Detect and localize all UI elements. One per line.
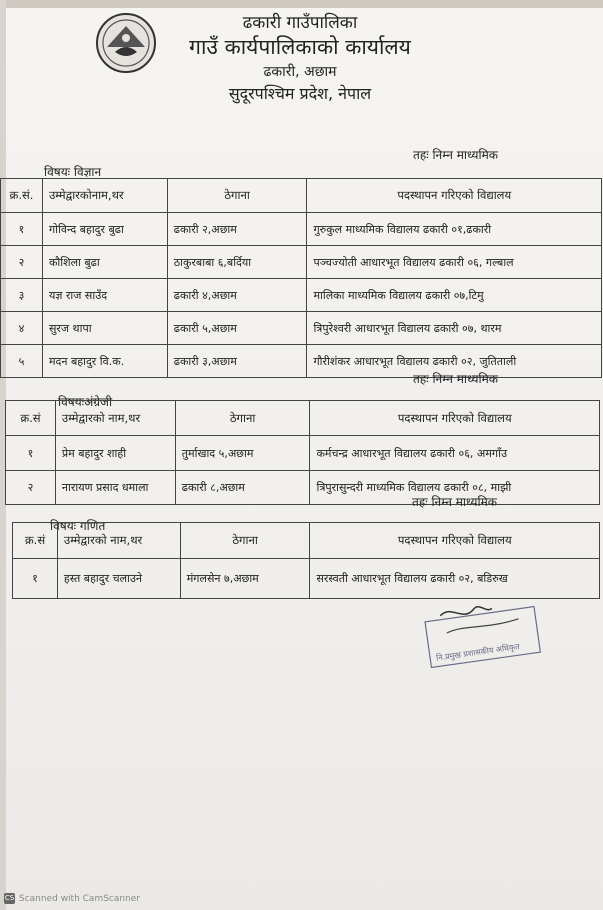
cell-name: प्रेम बहादुर शाही [55, 436, 175, 471]
cell-school: मालिका माध्यमिक विद्यालय ढकारी ०७,टिमु [307, 279, 602, 312]
stamp-text: नि.प्रमुख प्रशासकीय अधिकृत [435, 642, 521, 663]
table-row [13, 559, 600, 599]
level-label: तहः निम्न माध्यमिक [413, 372, 498, 386]
cell-serial: १ [6, 436, 56, 471]
col-address: ठेगाना [175, 401, 310, 436]
scanner-watermark [4, 893, 140, 904]
col-serial: क्र.सं [13, 523, 58, 559]
cell-school: पञ्चज्योती आधारभूत विद्यालय ढकारी ०६, गल्बाल [307, 246, 602, 279]
cell-serial: १ [13, 559, 58, 599]
cell-serial: ३ [1, 279, 43, 312]
scan-edge-top [0, 0, 603, 8]
cell-address: ढकारी ५,अछाम [167, 312, 307, 345]
table-header-row [13, 523, 600, 559]
col-serial: क्र.सं [6, 401, 56, 436]
cell-address: ढकारी ४,अछाम [167, 279, 307, 312]
cell-name: यज्ञ राज साउँद [42, 279, 167, 312]
table-row [1, 279, 602, 312]
cell-serial: ४ [1, 312, 43, 345]
table-row [1, 213, 602, 246]
cell-name: हस्त बहादुर चलाउने [57, 559, 180, 599]
table-row [1, 246, 602, 279]
header-office: गाउँ कार्यपालिकाको कार्यालय [189, 35, 411, 59]
table-row [6, 436, 600, 471]
col-name: उम्मेद्वारको नाम,थर [55, 401, 175, 436]
col-school: पदस्थापन गरिएको विद्यालय [310, 523, 600, 559]
col-name: उम्मेद्वारकोनाम,थर [42, 179, 167, 213]
cell-name: मदन बहादुर वि.क. [42, 345, 167, 378]
header-province: सुदूरपश्चिम प्रदेश, नेपाल [228, 84, 372, 103]
cell-school: सरस्वती आधारभूत विद्यालय ढकारी ०२, बडिरुख [310, 559, 600, 599]
official-stamp-icon [421, 592, 544, 671]
cell-school: गौरीशंकर आधारभूत विद्यालय ढकारी ०२, जुतिताली [307, 345, 602, 378]
cell-name: कौशिला बुढा [42, 246, 167, 279]
level-label: तहः निम्न माध्यमिक [412, 495, 497, 509]
english-table [5, 400, 600, 505]
cell-address: ठाकुरबाबा ६,बर्दिया [167, 246, 307, 279]
header-municipality: ढकारी गाउँपालिका [242, 13, 358, 33]
cell-name: गोविन्द बहादुर बुढा [42, 213, 167, 246]
subject-label: विषयःअंग्रेजी [58, 395, 113, 409]
table-row [1, 312, 602, 345]
cell-school: गुरुकुल माध्यमिक विद्यालय ढकारी ०१,ढकारी [307, 213, 602, 246]
cell-serial: १ [1, 213, 43, 246]
cell-school: त्रिपुरासुन्दरी माध्यमिक विद्यालय ढकारी ०८, माझी [310, 471, 600, 505]
science-table [0, 178, 602, 378]
col-address: ठेगाना [180, 523, 310, 559]
subject-label: विषयः गणित [50, 519, 106, 533]
table-row [1, 345, 602, 378]
table-header-row [6, 401, 600, 436]
cell-serial: २ [6, 471, 56, 505]
cell-address: ढकारी ८,अछाम [175, 471, 310, 505]
subject-label: विषयः विज्ञान [44, 165, 102, 179]
col-address: ठेगाना [167, 179, 307, 213]
cell-address: मंगलसेन ७,अछाम [180, 559, 310, 599]
cell-address: तुर्माखाद ५,अछाम [175, 436, 310, 471]
table-header-row [1, 179, 602, 213]
nepal-emblem-icon [95, 12, 157, 74]
cell-school: कर्मचन्द्र आधारभूत विद्यालय ढकारी ०६, अमगाँउ [310, 436, 600, 471]
level-label: तहः निम्न माध्यमिक [413, 148, 498, 162]
col-serial: क्र.सं. [1, 179, 43, 213]
camscanner-logo-icon: CS [4, 894, 15, 902]
cell-name: नारायण प्रसाद धमाला [55, 471, 175, 505]
cell-school: त्रिपुरेश्वरी आधारभूत विद्यालय ढकारी ०७, थारम [307, 312, 602, 345]
table-row [6, 471, 600, 505]
scanner-text: Scanned with CamScanner [19, 893, 141, 904]
header-location: ढकारी, अछाम [263, 64, 337, 80]
cell-address: ढकारी २,अछाम [167, 213, 307, 246]
cell-name: सुरज थापा [42, 312, 167, 345]
cell-address: ढकारी ३,अछाम [167, 345, 307, 378]
math-table [12, 522, 600, 599]
col-school: पदस्थापन गरिएको विद्यालय [310, 401, 600, 436]
col-name: उम्मेद्वारको नाम,थर [57, 523, 180, 559]
cell-serial: ५ [1, 345, 43, 378]
cell-serial: २ [1, 246, 43, 279]
col-school: पदस्थापन गरिएको विद्यालय [307, 179, 602, 213]
